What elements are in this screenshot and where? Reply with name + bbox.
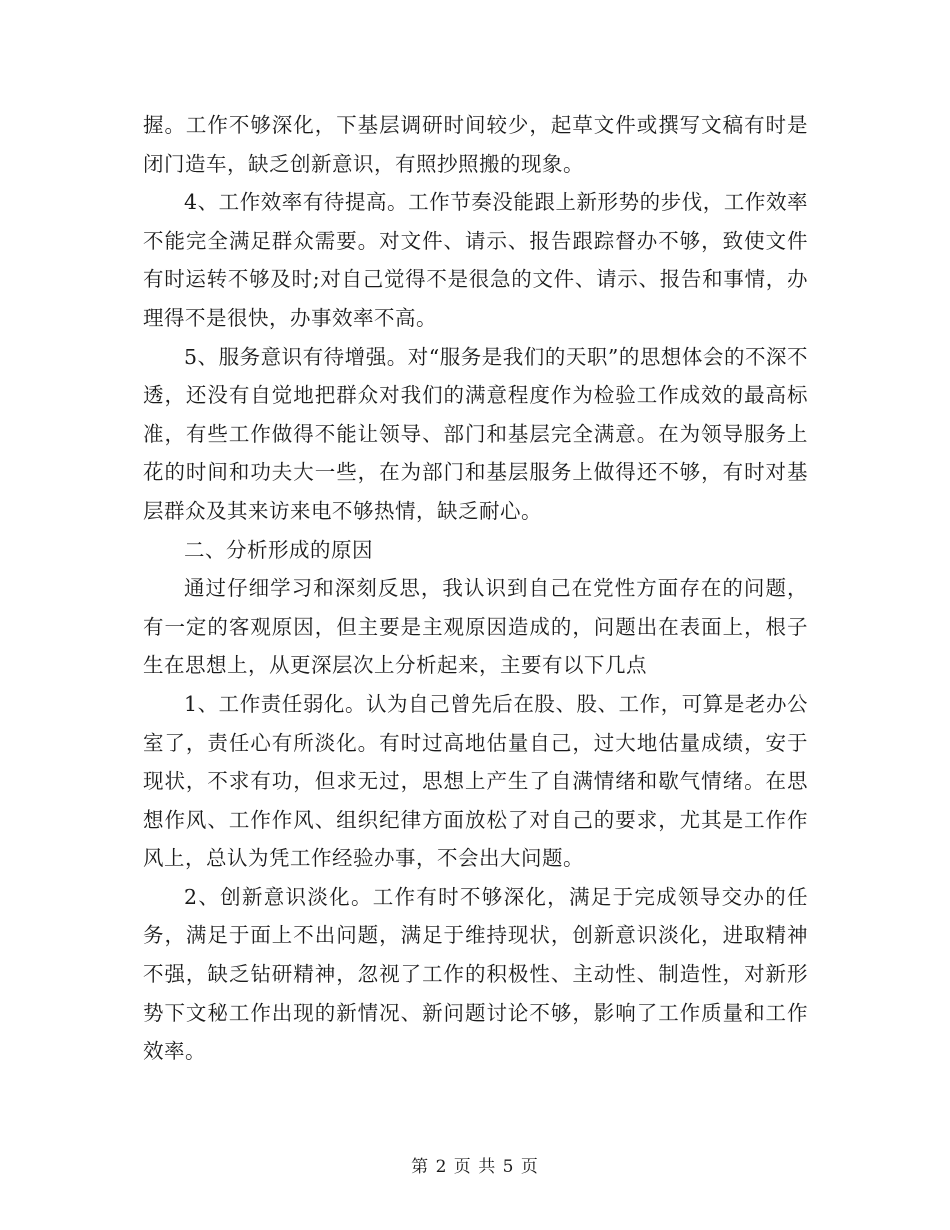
section-heading: 二、分析形成的原因 bbox=[184, 537, 373, 562]
document-body bbox=[143, 106, 808, 1071]
paragraph-cause-1: 1、工作责任弱化。认为自己曾先后在股、股、工作，可算是老办公室了，责任心有所淡化。有时过高地估量自己，过大地估量成绩，安于现状，不求有功，但求无过，思想上产生了自满情绪和歇气情绪。在思想作风、工作作风、组织纪律方面放松了对自己的要求，尤其是工作作风上，总认为凭工作经验办事，不会出大问题。 bbox=[143, 691, 808, 871]
paragraph-item-5: 5、服务意识有待增强。对“服务是我们的天职”的思想体会的不深不透，还没有自觉地把群众对我们的满意程度作为检验工作成效的最高标准，有些工作做得不能让领导、部门和基层完全满意。在为领导服务上花的时间和功夫大一些，在为部门和基层服务上做得还不够，有时对基层群众及其来访来电不够热情，缺乏耐心。 bbox=[143, 344, 808, 523]
paragraph-cause-2: 2、创新意识淡化。工作有时不够深化，满足于完成领导交办的任务，满足于面上不出问题，满足于维持现状，创新意识淡化，进取精神不强，缺乏钻研精神，忽视了工作的积极性、主动性、制造性，对新形势下文秘工作出现的新情况、新问题讨论不够，影响了工作质量和工作效率。 bbox=[143, 884, 808, 1064]
paragraph-continuation: 握。工作不够深化，下基层调研时间较少，起草文件或撰写文稿有时是闭门造车，缺乏创新意识，有照抄照搬的现象。 bbox=[143, 113, 808, 176]
page-number-footer: 第 2 页 共 5 页 bbox=[411, 1157, 539, 1177]
paragraph-item-4: 4、工作效率有待提高。工作节奏没能跟上新形势的步伐，工作效率不能完全满足群众需要。对文件、请示、报告跟踪督办不够，致使文件有时运转不够及时;对自己觉得不是很急的文件、请示、报告和事情，办理得不是很快，办事效率不高。 bbox=[143, 190, 808, 330]
paragraph-intro: 通过仔细学习和深刻反思，我认识到自己在党性方面存在的问题，有一定的客观原因，但主要是主观原因造成的，问题出在表面上，根子生在思想上，从更深层次上分析起来，主要有以下几点 bbox=[143, 576, 808, 678]
